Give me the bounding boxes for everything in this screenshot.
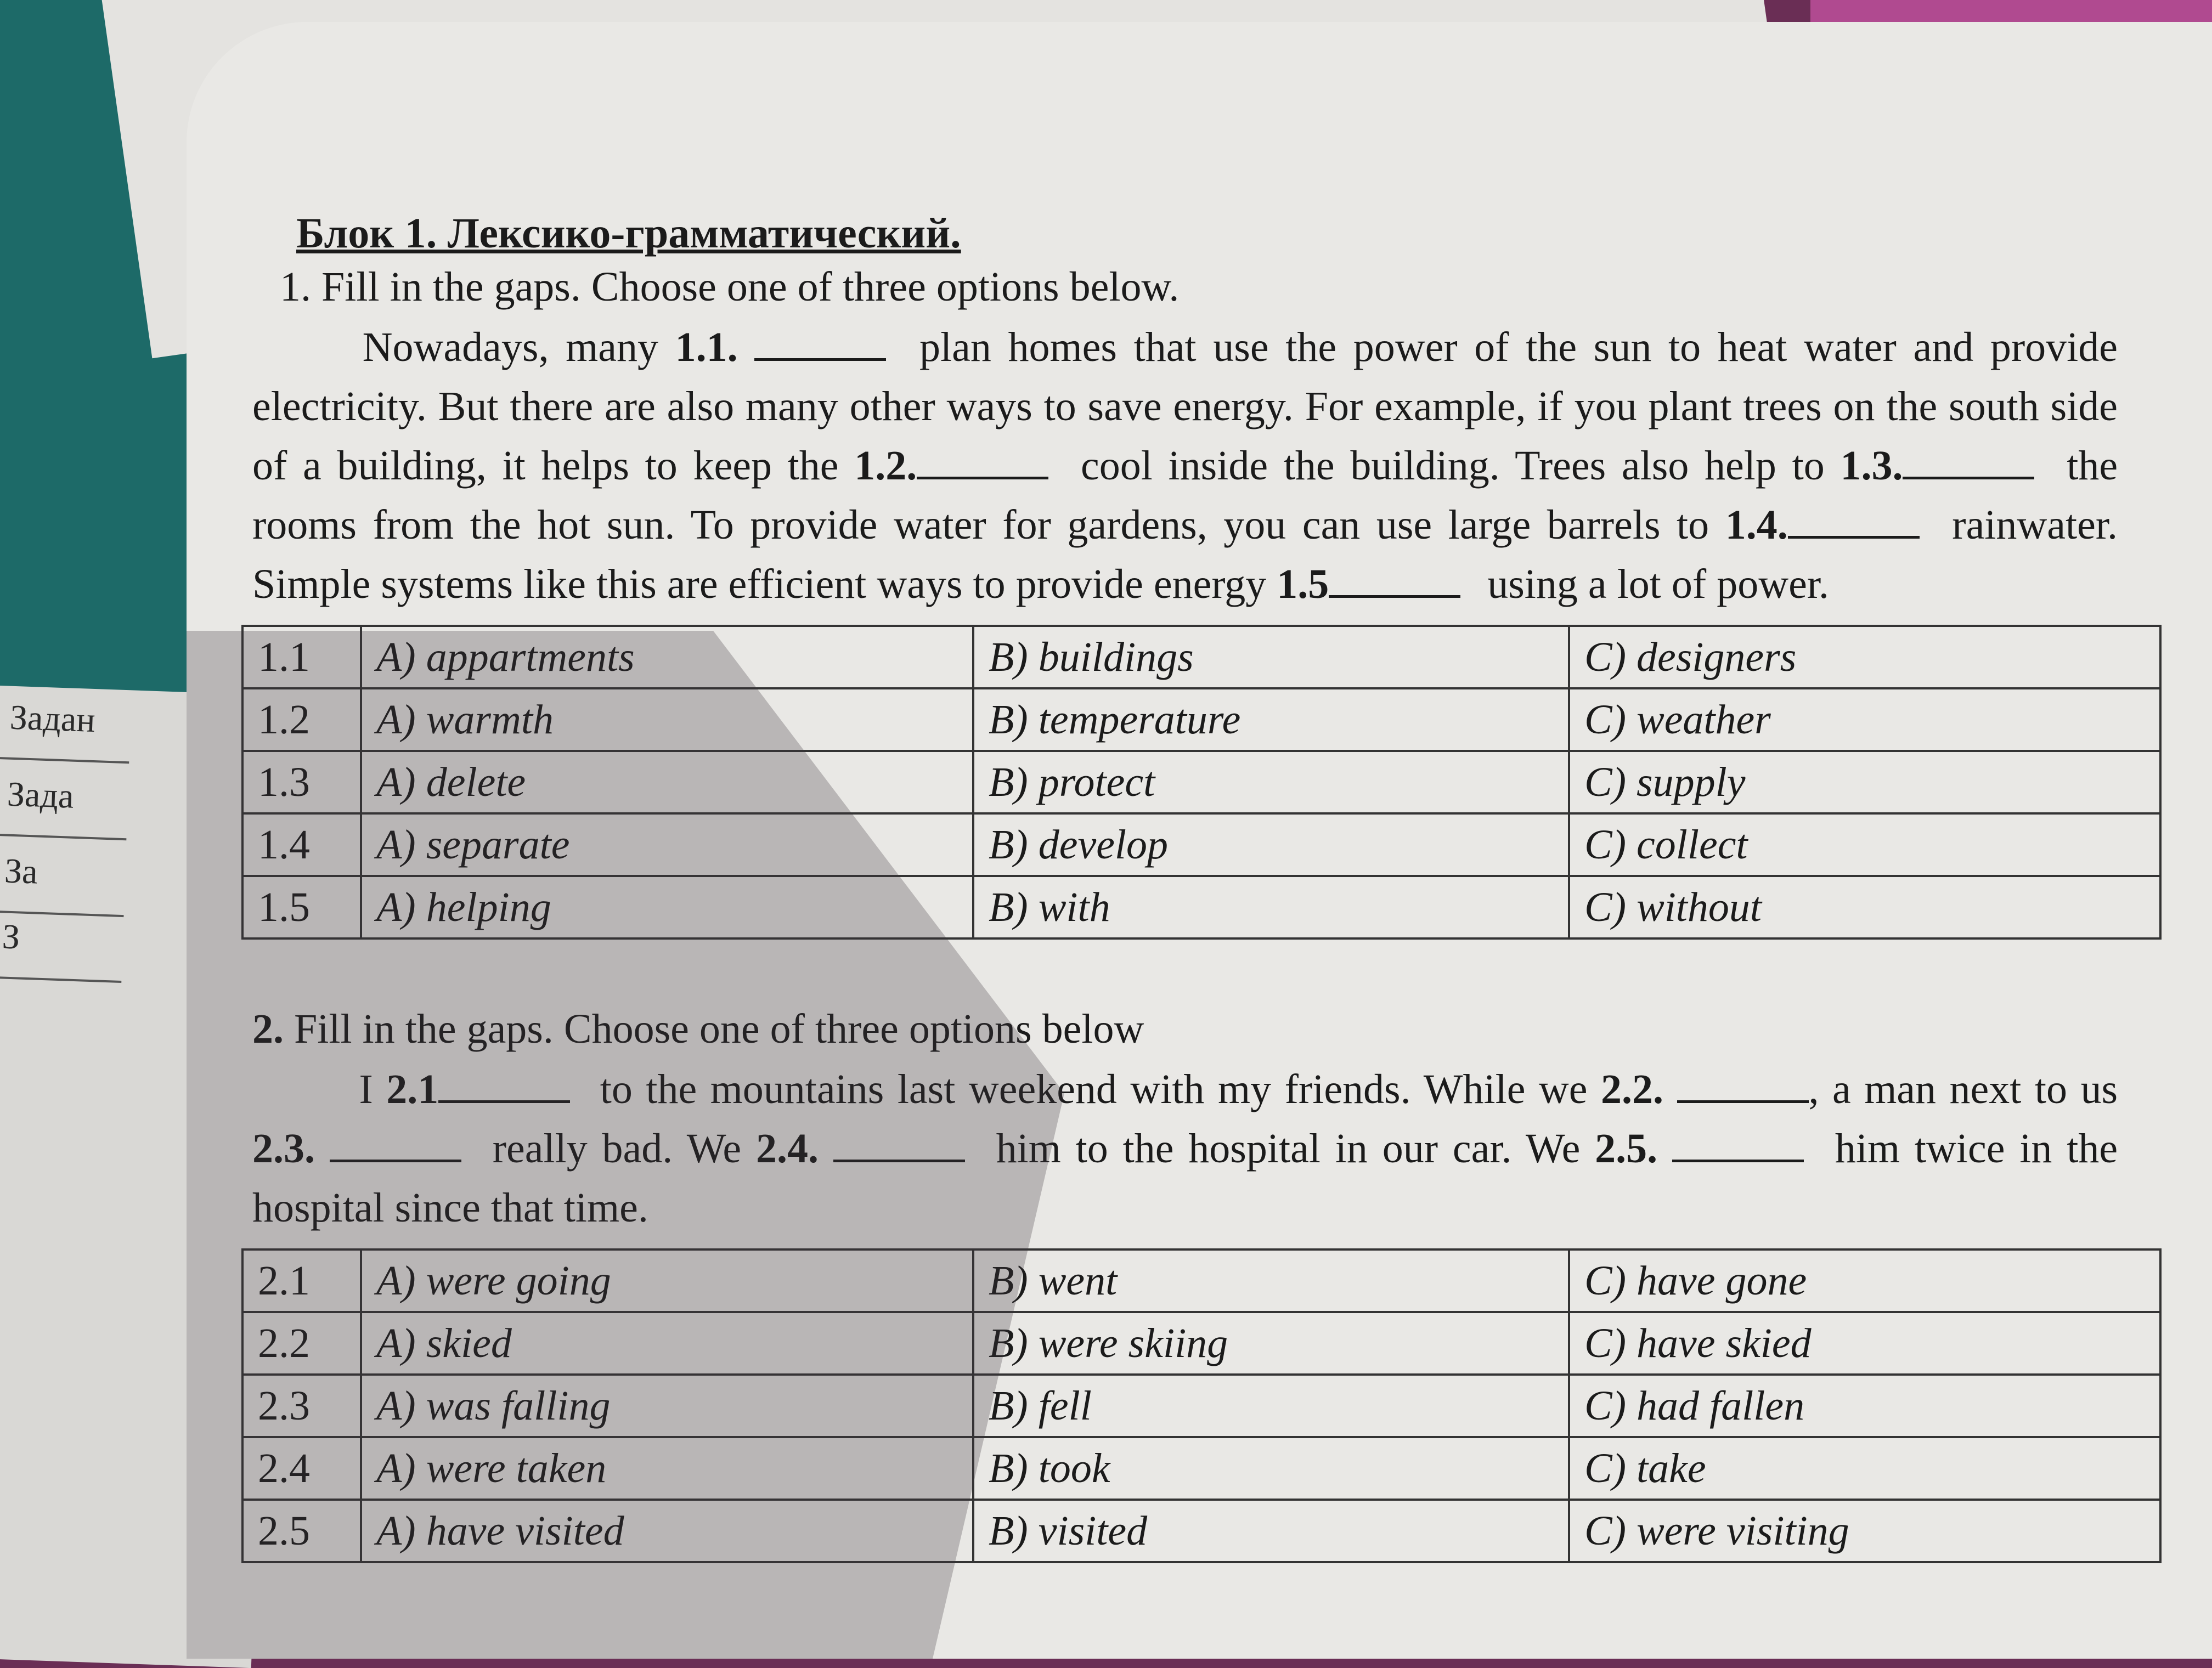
task1-seg4: the rooms from the hot sun. To provide water for gardens, you can use large barrels to [252, 443, 2118, 548]
task1-seg1: Nowadays, many [362, 324, 658, 370]
task2-seg3: , a man next to us [1808, 1066, 2118, 1112]
option-id: 2.5 [242, 1500, 361, 1562]
option-c[interactable]: C) had fallen [1569, 1375, 2160, 1437]
blank-2-5[interactable] [1672, 1138, 1804, 1162]
option-a[interactable]: A) delete [361, 751, 973, 813]
gap-label-2-4: 2.4. [755, 1126, 819, 1172]
option-c[interactable]: C) without [1569, 876, 2160, 938]
side-tab: За [0, 850, 126, 917]
option-a[interactable]: A) skied [361, 1312, 973, 1375]
block-title: Блок 1. Лексико-грамматический. [296, 209, 961, 257]
task1-number: 1. [280, 264, 311, 310]
option-a[interactable]: A) separate [361, 813, 973, 876]
blank-1-3[interactable] [1903, 455, 2034, 479]
task2-seg6: him twice in the hospital since that time. [252, 1126, 2118, 1231]
blank-1-2[interactable] [917, 455, 1048, 479]
option-b[interactable]: B) develop [973, 813, 1569, 876]
gap-label-2-1: 2.1 [386, 1066, 439, 1112]
option-b[interactable]: B) were skiing [973, 1312, 1569, 1375]
task1-seg6: using a lot of power. [1487, 561, 1829, 607]
blank-1-1[interactable] [754, 336, 886, 361]
gap-label-2-5: 2.5. [1595, 1126, 1658, 1172]
task1-instruction: Fill in the gaps. Choose one of three options below. [321, 264, 1180, 310]
option-id: 2.1 [242, 1249, 361, 1312]
blank-2-2[interactable] [1677, 1078, 1809, 1103]
option-a[interactable]: A) was falling [361, 1375, 973, 1437]
side-tab: Задан [0, 697, 131, 764]
option-b[interactable]: B) protect [973, 751, 1569, 813]
option-id: 1.5 [242, 876, 361, 938]
task2-number: 2. [252, 1006, 284, 1052]
option-b[interactable]: B) visited [973, 1500, 1569, 1562]
side-tab: З [0, 916, 123, 983]
task1-text [252, 318, 2118, 614]
gap-label-2-3: 2.3. [252, 1126, 315, 1172]
task2-seg4: really bad. We [492, 1126, 742, 1172]
option-b[interactable]: B) took [973, 1437, 1569, 1500]
task1-heading [280, 263, 2151, 311]
option-a[interactable]: A) helping [361, 876, 973, 938]
option-c[interactable]: C) have skied [1569, 1312, 2160, 1375]
gap-label-1-4: 1.4. [1725, 502, 1788, 548]
option-b[interactable]: B) fell [973, 1375, 1569, 1437]
task1-seg3: cool inside the building. Trees also help to [1080, 443, 1825, 489]
option-a[interactable]: A) were going [361, 1249, 973, 1312]
gap-label-1-2: 1.2. [854, 443, 917, 489]
gap-label-1-5: 1.5 [1277, 561, 1329, 607]
option-a[interactable]: A) were taken [361, 1437, 973, 1500]
option-id: 1.3 [242, 751, 361, 813]
blank-1-4[interactable] [1788, 514, 1920, 539]
task2-instruction: Fill in the gaps. Choose one of three options below [294, 1006, 1144, 1052]
option-b[interactable]: B) went [973, 1249, 1569, 1312]
blank-1-5[interactable] [1329, 573, 1460, 598]
option-a[interactable]: A) warmth [361, 688, 973, 751]
gap-label-1-1: 1.1. [675, 324, 738, 370]
option-id: 2.4 [242, 1437, 361, 1500]
task1-seg2: plan homes that use the power of the sun to heat water and provide electricity. But there are also many other ways to save energy. For example, if you plant trees on the south side of a building, it helps to keep the [252, 324, 2118, 489]
gap-label-2-2: 2.2. [1601, 1066, 1664, 1112]
task2-seg1: I [359, 1066, 373, 1112]
option-b[interactable]: B) buildings [973, 626, 1569, 688]
task1-seg5: rainwater. Simple systems like this are efficient ways to provide energy [252, 502, 2118, 607]
gap-label-1-3: 1.3. [1840, 443, 1903, 489]
option-c[interactable]: C) have gone [1569, 1249, 2160, 1312]
side-tab: Зада [0, 773, 128, 840]
option-id: 2.2 [242, 1312, 361, 1375]
option-id: 1.2 [242, 688, 361, 751]
option-id: 1.1 [242, 626, 361, 688]
task2-seg2: to the mountains last weekend with my friends. While we [600, 1066, 1588, 1112]
option-b[interactable]: B) with [973, 876, 1569, 938]
option-c[interactable]: C) weather [1569, 688, 2160, 751]
option-c[interactable]: C) supply [1569, 751, 2160, 813]
option-c[interactable]: C) collect [1569, 813, 2160, 876]
option-a[interactable]: A) have visited [361, 1500, 973, 1562]
option-c[interactable]: C) designers [1569, 626, 2160, 688]
option-b[interactable]: B) temperature [973, 688, 1569, 751]
option-c[interactable]: C) take [1569, 1437, 2160, 1500]
option-c[interactable]: C) were visiting [1569, 1500, 2160, 1562]
option-id: 2.3 [242, 1375, 361, 1437]
option-a[interactable]: A) appartments [361, 626, 973, 688]
task2-seg5: him to the hospital in our car. We [996, 1126, 1581, 1172]
option-id: 1.4 [242, 813, 361, 876]
